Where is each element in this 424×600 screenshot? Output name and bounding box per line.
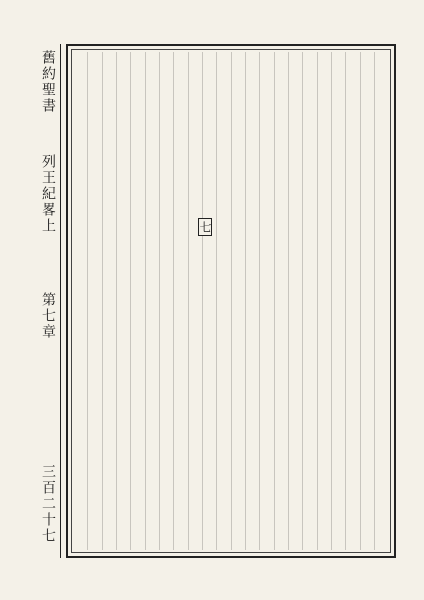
text-column (274, 52, 288, 550)
text-column (259, 52, 273, 550)
text-column (302, 52, 316, 550)
text-column (331, 52, 345, 550)
text-column (87, 52, 101, 550)
text-column (216, 52, 230, 550)
margin-divider (60, 44, 61, 558)
text-column (159, 52, 173, 550)
text-column (102, 52, 116, 550)
running-book-title: 舊約聖書 (40, 50, 56, 114)
text-column (202, 52, 216, 550)
text-column (130, 52, 144, 550)
section-marker: 七 (198, 218, 212, 236)
text-column (374, 52, 388, 550)
text-body (74, 52, 388, 550)
text-column (317, 52, 331, 550)
text-column (145, 52, 159, 550)
text-column (116, 52, 130, 550)
running-section-title: 列王紀畧上 (40, 154, 56, 234)
running-chapter: 第七章 (40, 292, 56, 340)
left-margin (16, 44, 60, 558)
page-frame (66, 44, 396, 558)
text-column (231, 52, 245, 550)
text-column (288, 52, 302, 550)
text-column (345, 52, 359, 550)
text-column (173, 52, 187, 550)
page-number: 三百二十七 (40, 464, 56, 544)
text-column (74, 52, 87, 550)
text-column (245, 52, 259, 550)
text-column (360, 52, 374, 550)
text-column (188, 52, 202, 550)
